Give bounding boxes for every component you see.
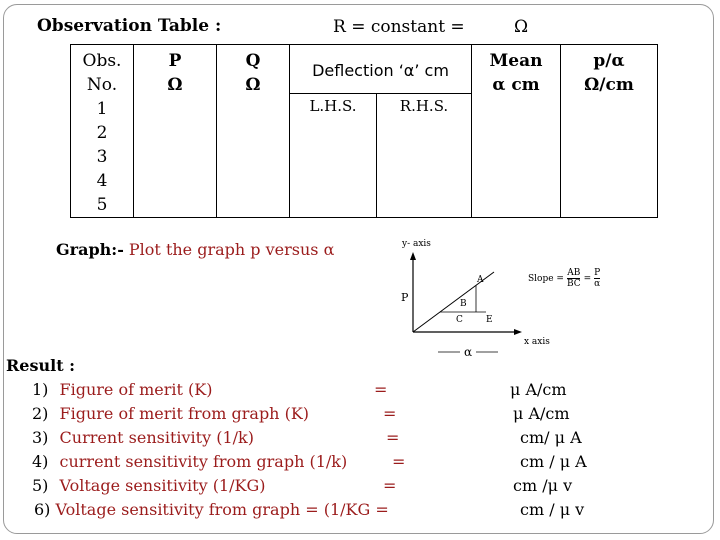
point-e-label: E [486,315,493,325]
result-row-4 [32,452,347,471]
rhs-column [377,94,472,218]
graph-svg [398,234,568,362]
ratio-unit: Ω/cm [584,75,634,95]
slope-equals: = [583,273,592,284]
result-row-3 [32,428,254,447]
deflection-header [290,45,472,94]
result-num: 1) [32,380,49,399]
x-axis-arrow-icon [514,329,522,335]
lhs-label: L.H.S. [309,97,357,116]
result-text: Voltage sensitivity from graph = (1/KG = [55,500,389,519]
point-a-label: A [477,275,484,285]
mean-unit: α cm [492,75,540,95]
slope-numerator-p: P [594,268,601,278]
y-axis-arrow-icon [410,252,416,260]
result-num: 6) [34,500,51,519]
result-text: Figure of merit (K) [59,380,213,399]
x-axis-label: x axis [524,337,550,347]
graph-figure [398,234,568,362]
result-text: current sensitivity from graph (1/k) [59,452,348,471]
alpha-axis-label: α [464,345,473,359]
result-eq: = [374,380,388,399]
mean-header: Mean [489,51,543,71]
mean-column [472,45,561,218]
slope-fraction-1 [567,268,581,289]
slope-label: Slope = [528,273,564,284]
result-unit: cm / μ A [520,452,587,471]
observation-title: Observation Table : [37,16,222,36]
slope-denominator-bc: BC [566,279,581,289]
q-unit: Ω [245,75,261,95]
result-num: 3) [32,428,49,447]
result-row-2 [32,404,309,423]
result-unit: cm /μ v [513,476,573,495]
ratio-header: p/α [593,51,625,71]
p-header: P [168,51,182,71]
result-num: 4) [32,452,49,471]
constant-unit: Ω [514,17,529,37]
obs-header-line1: Obs. [82,51,122,71]
graph-label: Graph:- [56,240,124,259]
rhs-label: R.H.S. [399,97,449,116]
result-num: 5) [32,476,49,495]
y-axis-label: y- axis [402,239,431,249]
deflection-label: Deflection ‘α’ cm [312,61,449,80]
slope-formula [528,268,600,289]
row-number: 3 [96,147,108,167]
slope-fraction-2 [594,268,600,289]
p-axis-label: P [401,291,409,304]
observation-table [70,44,658,218]
result-row-1 [32,380,212,399]
result-unit: μ A/cm [513,404,570,423]
ratio-column [561,45,658,218]
result-eq: = [383,404,397,423]
lhs-column [290,94,377,218]
obs-no-column [71,45,134,218]
result-text: Current sensitivity (1/k) [59,428,254,447]
constant-label: R = constant = [333,17,465,37]
p-unit: Ω [167,75,183,95]
result-unit: cm/ μ A [520,428,582,447]
q-column [217,45,290,218]
row-number: 2 [96,123,108,143]
result-eq: = [386,428,400,447]
result-row-5 [32,476,265,495]
graph-text: Plot the graph p versus α [123,240,335,259]
slope-denominator-alpha: α [594,279,601,289]
result-unit: cm / μ v [520,500,585,519]
q-header: Q [245,51,261,71]
row-number: 4 [96,171,108,191]
graph-instruction [56,240,334,259]
result-unit: μ A/cm [510,380,567,399]
row-number: 1 [96,99,108,119]
result-text: Figure of merit from graph (K) [59,404,310,423]
result-row-6 [34,500,389,519]
p-column [134,45,217,218]
result-heading: Result : [6,356,76,375]
obs-header-line2: No. [86,75,118,95]
result-num: 2) [32,404,49,423]
row-number: 5 [96,195,108,215]
result-eq: = [392,452,406,471]
slope-numerator-ab: AB [567,268,581,278]
result-text: Voltage sensitivity (1/KG) [59,476,266,495]
point-c-label: C [456,315,463,325]
result-eq: = [383,476,397,495]
point-b-label: B [460,299,467,309]
